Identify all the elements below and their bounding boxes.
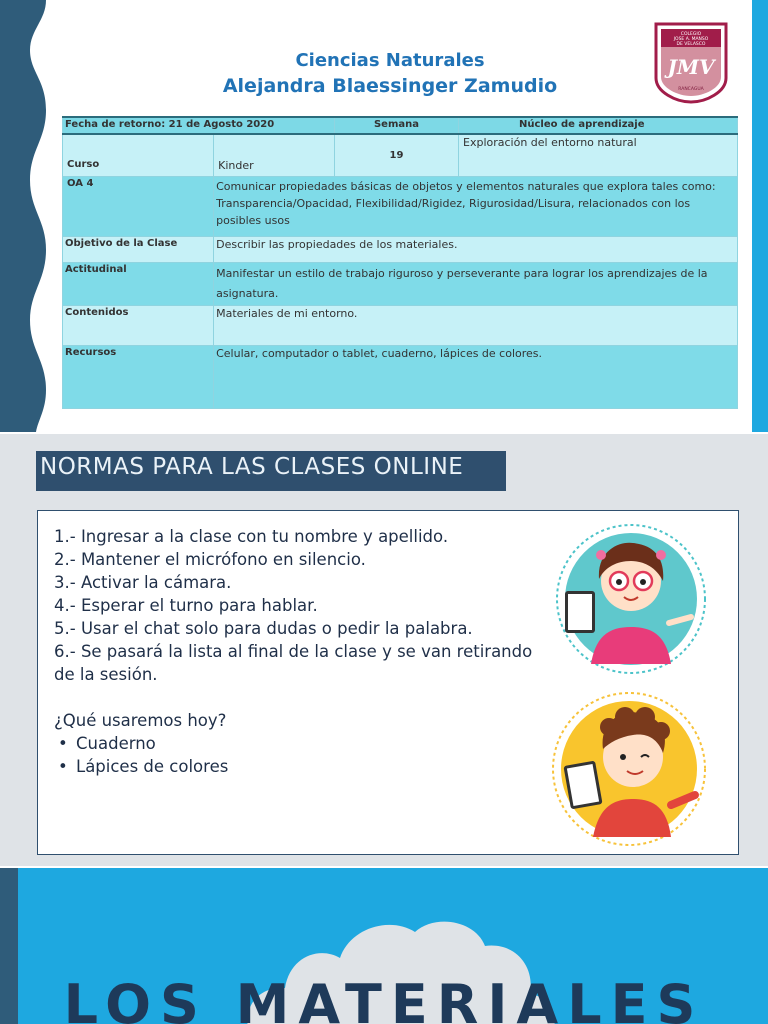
- attitudinal-label: Actitudinal: [63, 262, 214, 305]
- learning-core-value: Exploración del entorno natural: [459, 134, 738, 176]
- material-item: • Cuaderno: [58, 734, 156, 753]
- rules-box: [37, 510, 739, 855]
- objective-label: Objetivo de la Clase: [63, 236, 214, 262]
- svg-text:COLEGIO: COLEGIO: [680, 32, 702, 37]
- rules-list: [54, 525, 544, 778]
- return-date-header: Fecha de retorno: 21 de Agosto 2020: [63, 117, 335, 134]
- svg-text:JOSE A. MANSO: JOSE A. MANSO: [673, 37, 709, 42]
- resources-label: Recursos: [63, 345, 214, 408]
- subject-title: Ciencias Naturales: [295, 50, 485, 71]
- slide-materials-title: [0, 868, 768, 1024]
- rule-item: 3.- Activar la cámara.: [54, 573, 232, 592]
- material-item: • Lápices de colores: [58, 757, 229, 776]
- lesson-plan-table: [62, 116, 738, 409]
- rule-item: 6.- Se pasará la lista al final de la clase y se van retirando de la sesión.: [54, 642, 533, 684]
- rule-item: 4.- Esperar el turno para hablar.: [54, 596, 318, 615]
- svg-text:RANCAGUA: RANCAGUA: [678, 87, 704, 92]
- objective-value: Describir las propiedades de los materiales.: [214, 236, 738, 262]
- rule-item: 1.- Ingresar a la clase con tu nombre y apellido.: [54, 527, 449, 546]
- course-value: Kinder: [214, 134, 335, 176]
- rule-item: 2.- Mantener el micrófono en silencio.: [54, 550, 366, 569]
- course-label: Curso: [63, 134, 214, 176]
- boy-with-tablet-illustration: [549, 687, 715, 849]
- contents-value: Materiales de mi entorno.: [214, 305, 738, 345]
- rules-title: NORMAS PARA LAS CLASES ONLINE: [36, 451, 506, 491]
- week-value: 19: [335, 134, 459, 176]
- svg-text:JMV: JMV: [667, 55, 715, 79]
- oa-label: OA 4: [63, 176, 214, 236]
- learning-core-header: Núcleo de aprendizaje: [459, 117, 738, 134]
- week-header: Semana: [335, 117, 459, 134]
- right-accent-bar: [752, 0, 768, 432]
- svg-text:DE VELASCO: DE VELASCO: [676, 42, 706, 47]
- attitudinal-value: Manifestar un estilo de trabajo riguroso y perseverante para lograr los aprendizajes de la asignatura.: [214, 262, 738, 305]
- left-wave-decoration: [0, 0, 60, 432]
- oa-value: Comunicar propiedades básicas de objetos y elementos naturales que explora tales como: Transparencia/Opacidad, Flexibilidad/Rigidez, Rigurosidad/Lisura, relacionados con los posibles usos: [214, 176, 738, 236]
- slide-lesson-plan: [0, 0, 768, 432]
- slide-online-rules: [0, 434, 768, 866]
- resources-value: Celular, computador o tablet, cuaderno, lápices de colores.: [214, 345, 738, 408]
- teacher-name: Alejandra Blaessinger Zamudio: [222, 75, 558, 97]
- materials-title: LOS MATERIALES: [63, 973, 705, 1024]
- rule-item: 5.- Usar el chat solo para dudas o pedir la palabra.: [54, 619, 473, 638]
- contents-label: Contenidos: [63, 305, 214, 345]
- girl-with-tablet-illustration: [551, 519, 711, 677]
- materials-question: ¿Qué usaremos hoy?: [54, 711, 227, 730]
- school-logo: [654, 22, 728, 104]
